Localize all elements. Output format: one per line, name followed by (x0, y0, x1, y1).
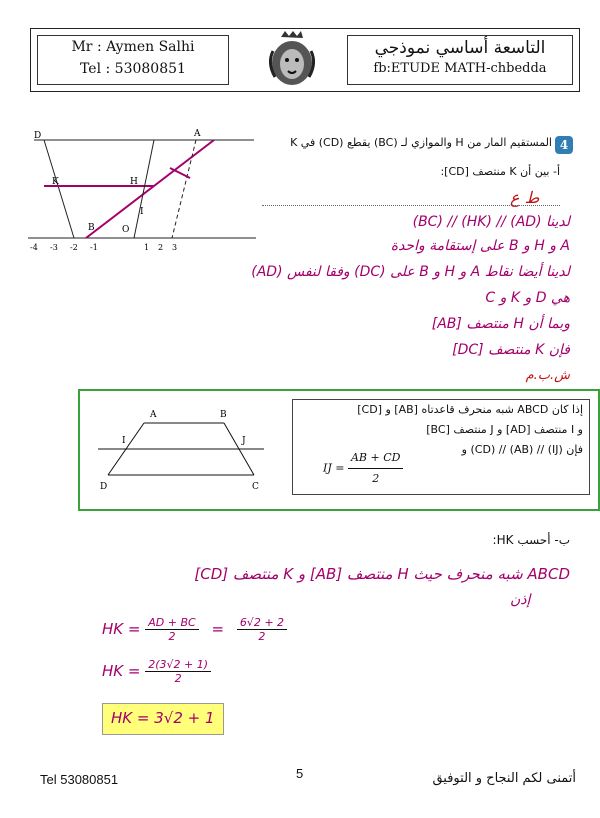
proof-line: لدينا أيضا نقاط A و H و B على (DC) وفقا لنفس (AD) (251, 264, 570, 280)
fig-label-h: H (130, 177, 138, 187)
axis-tick: 2 (158, 243, 164, 252)
eq-fraction (145, 616, 198, 643)
trap-label-c: C (252, 482, 259, 492)
fig-label-b: B (88, 223, 95, 233)
proof-line: وبما أن H منتصف [AB] (431, 316, 570, 332)
trap-label-i: I (122, 436, 126, 446)
page-header (30, 28, 580, 92)
theorem-line: إذا كان ABCD شبه منحرف قاعدتاه [AB] و [CD] (357, 403, 583, 416)
title-box (347, 35, 573, 85)
teacher-tel: Tel : 53080851 (80, 61, 186, 77)
fig-label-k: K (52, 177, 59, 187)
proof-line: فإن K منتصف [DC] (452, 342, 570, 358)
footer-tel: Tel 53080851 (40, 772, 119, 787)
trap-label-b: B (220, 410, 227, 420)
theorem-line: فإن (IJ) // (AB) // (CD) و (461, 443, 583, 456)
proof-line: لدينا (AD) // (HK) // (BC) (412, 214, 570, 230)
facebook-handle: fb:ETUDE MATH-chbedda (373, 61, 547, 76)
page-number: 5 (296, 766, 304, 781)
proof-line: A و H و B على إستقامة واحدة (390, 238, 570, 254)
geometry-figure (24, 128, 264, 262)
theorem-statement (292, 399, 590, 495)
trap-label-d: D (100, 482, 108, 492)
axis-tick: 3 (172, 243, 178, 252)
eq-denominator: 2 (174, 672, 182, 685)
part-b-prompt: ب- أحسب HK: (492, 533, 570, 547)
axis-tick: 1 (144, 243, 150, 252)
equation-hk-2 (102, 658, 211, 685)
lion-crown-icon (263, 31, 319, 89)
question-text: المستقيم المار من H والموازي لـ (BC) يقطع (CD) في K (290, 136, 552, 149)
final-result: HK = 3√2 + 1 (111, 709, 215, 727)
footer-wish: أتمنى لكم النجاح و التوفيق (432, 771, 576, 786)
teacher-info-box (37, 35, 229, 85)
proof-heading: ط ع (510, 188, 540, 207)
midsegment-formula (323, 448, 409, 489)
formula-left: IJ = (323, 461, 345, 475)
axis-tick: -2 (70, 243, 78, 252)
fig-label-d: D (34, 131, 42, 141)
eq-numerator-2: 6√2 + 2 (237, 616, 287, 630)
axis-tick: -1 (90, 243, 98, 252)
trap-label-a: A (150, 410, 157, 420)
eq-numerator: AD + BC (145, 616, 198, 630)
axis-tick: -4 (30, 243, 38, 252)
theorem-box (78, 389, 600, 511)
fig-label-i: I (140, 207, 144, 217)
question-number-badge: 4 (555, 136, 573, 154)
part-b-line: ABCD شبه منحرف حيث H منتصف [AB] و K منتصف [CD] (194, 565, 570, 583)
eq-denominator-2: 2 (258, 630, 266, 643)
eq-equals: = (211, 620, 225, 638)
fig-label-o: O (122, 225, 130, 235)
trap-label-j: J (242, 436, 246, 446)
dotted-rule (262, 205, 560, 206)
formula-fraction (348, 448, 403, 489)
formula-denominator: 2 (372, 472, 380, 485)
teacher-name: Mr : Aymen Salhi (71, 39, 195, 55)
eq-left: HK = (102, 620, 141, 638)
part-b-line: إذن (510, 592, 531, 608)
eq-fraction-2 (237, 616, 287, 643)
class-title: التاسعة أساسي نموذجي (374, 38, 546, 58)
proof-conclusion-note: ش.ب.م (525, 368, 570, 383)
eq-fraction (145, 658, 211, 685)
theorem-line: و I منتصف [AD] و J منتصف [BC] (426, 423, 583, 436)
trapezoid-figure (94, 403, 274, 497)
part-a-prompt: أ- بين أن K منتصف [CD]: (440, 165, 560, 178)
axis-tick: -3 (50, 243, 58, 252)
eq-denominator: 2 (168, 630, 176, 643)
fig-label-a: A (194, 129, 201, 139)
proof-line: هي D و K و C (485, 290, 570, 306)
final-result-box (102, 703, 224, 735)
equation-hk-1 (102, 616, 287, 643)
eq-numerator: 2(3√2 + 1) (145, 658, 211, 672)
eq-left: HK = (102, 662, 141, 680)
formula-numerator: AB + CD (348, 448, 403, 469)
